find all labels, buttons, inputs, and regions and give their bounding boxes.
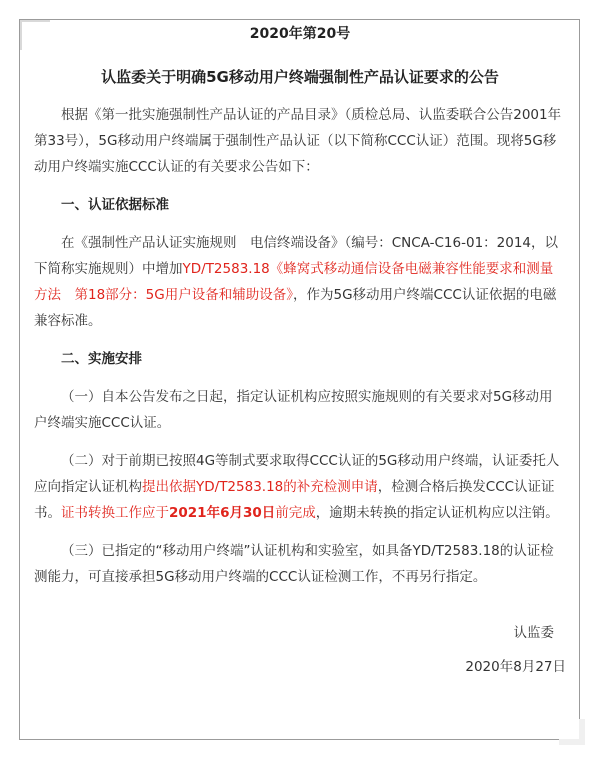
item2-deadline-date: 2021年6月30日 xyxy=(169,505,276,521)
item2-text-b: ，检测合格后换发CCC认证证书。 xyxy=(34,479,555,521)
section2-heading: 二、实施安排 xyxy=(61,351,142,367)
item2-highlight-apply: 提出依据YD/T2583.18的补充检测申请 xyxy=(142,479,378,495)
section1-standard-highlight: YD/T2583.18《蜂窝式移动通信设备电磁兼容性能要求和测量方法 第18部分：5G用户设备和辅助设备》 xyxy=(34,261,554,303)
item2-text-a: （二）对于前期已按照4G等制式要求取得CCC认证的5G移动用户终端，认证委托人应向指定认证机构 xyxy=(34,453,560,495)
section2-item1: （一）自本公告发布之日起，指定认证机构应按照实施规则的有关要求对5G移动用户终端实施CCC认证。 xyxy=(34,389,553,431)
section1-text-b: ，作为5G移动用户终端CCC认证依据的电磁兼容标准。 xyxy=(34,287,557,329)
item2-highlight-deadline-a: 证书转换工作应于 xyxy=(61,505,169,521)
signature-org: 认监委 xyxy=(513,625,554,641)
frame-corner-bottom-right xyxy=(559,719,585,745)
document-title: 认监委关于明确5G移动用户终端强制性产品认证要求的公告 xyxy=(101,68,499,86)
item2-text-c: ，逾期未转换的指定认证机构应以注销。 xyxy=(315,505,559,521)
section1-text-a: 在《强制性产品认证实施规则 电信终端设备》（编号：CNCA-C16-01：2014，以下简称实施规则）中增加 xyxy=(34,235,559,277)
signature-date: 2020年8月27日 xyxy=(465,659,566,675)
section1-heading: 一、认证依据标准 xyxy=(61,197,169,213)
section1-paragraph xyxy=(34,230,566,334)
item2-highlight-deadline-b: 前完成 xyxy=(275,505,316,521)
section2-item2 xyxy=(34,448,566,526)
section2-item3: （三）已指定的“移动用户终端”认证机构和实验室，如具备YD/T2583.18的认证检测能力，可直接承担5G移动用户终端的CCC认证检测工作，不再另行指定。 xyxy=(34,543,554,585)
document-number: 2020年第20号 xyxy=(249,26,351,42)
intro-paragraph: 根据《第一批实施强制性产品认证的产品目录》（质检总局、认监委联合公告2001年第33号），5G移动用户终端属于强制性产品认证（以下简称CCC认证）范围。现将5G移动用户终端实施CCC认证的有关要求公告如下： xyxy=(34,107,562,175)
document-body xyxy=(34,24,566,680)
